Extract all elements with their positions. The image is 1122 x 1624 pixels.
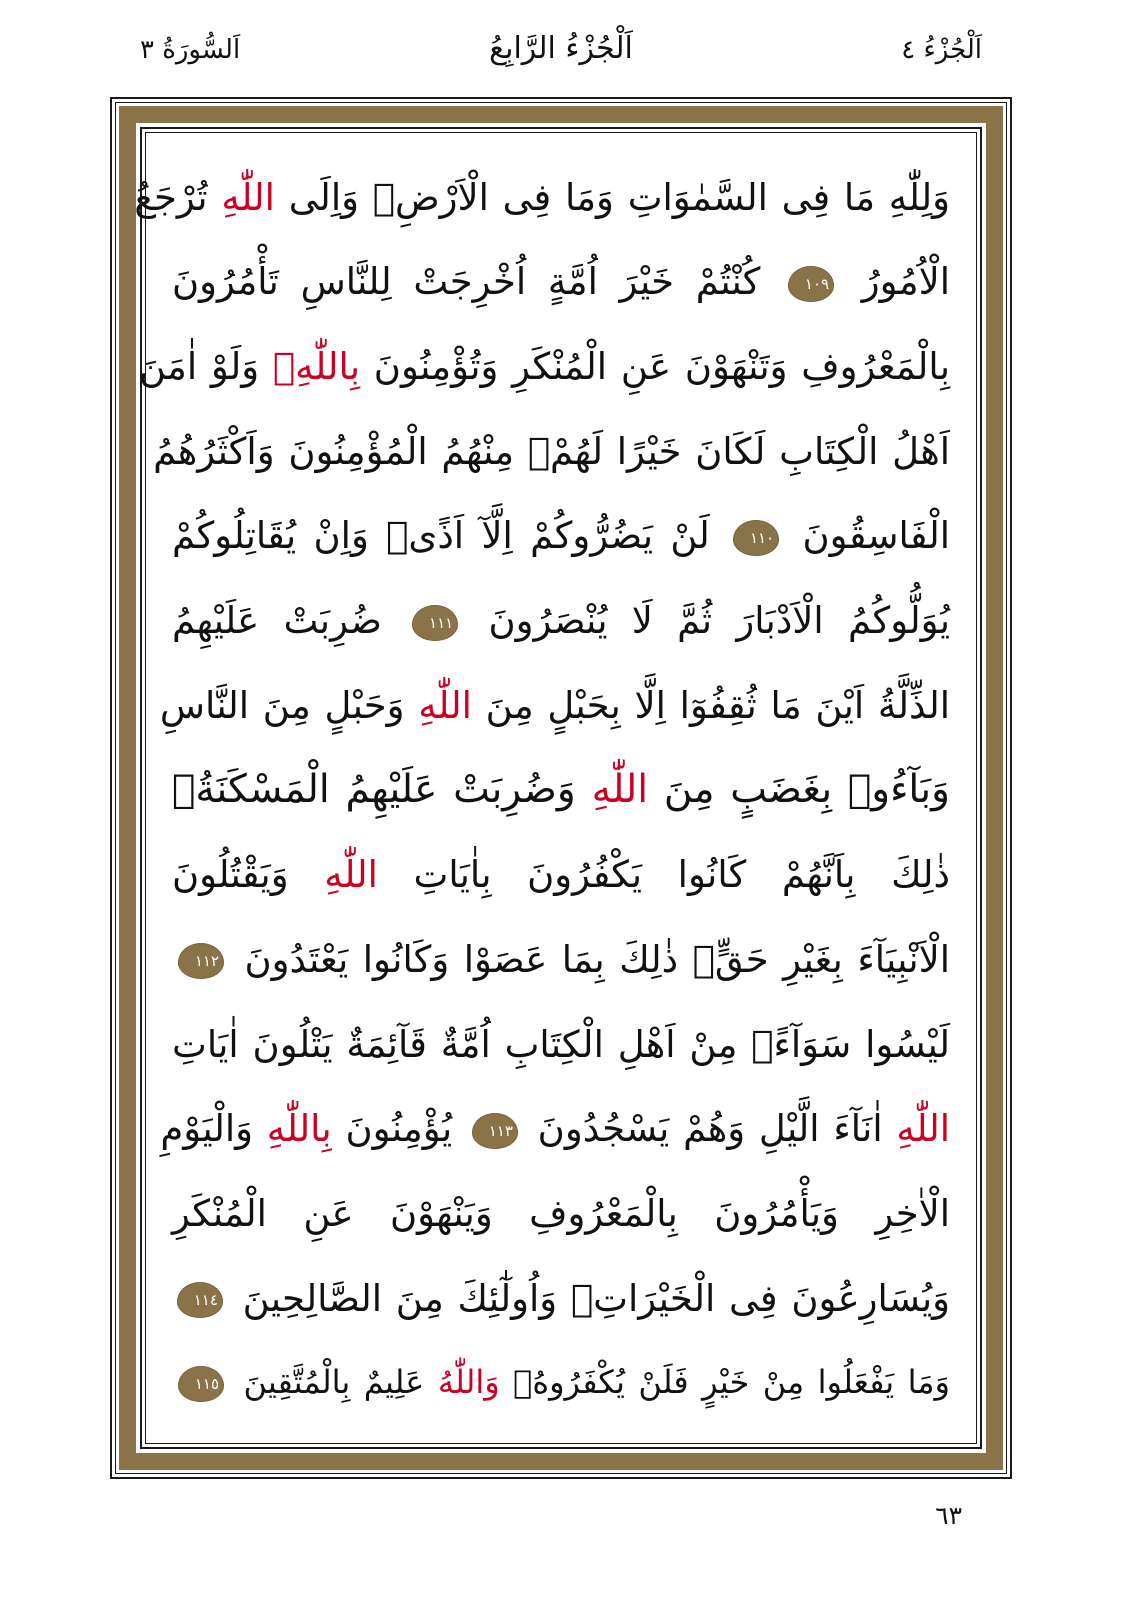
quran-line-9-text: ذٰلِكَ بِاَنَّهُمْ كَانُوا يَكْفُرُونَ بِاٰيَاتِ اللّٰهِ وَيَقْتُلُونَ xyxy=(172,853,951,897)
quran-line-15 xyxy=(172,1343,950,1425)
quran-line-13-text: الْاٰخِرِ وَيَأْمُرُونَ بِالْمَعْرُوفِ وَيَنْهَوْنَ عَنِ الْمُنْكَرِ xyxy=(172,1192,950,1236)
quran-line-9 xyxy=(172,835,950,917)
quran-line-2-text: الْاُمُورُ ١٠٩ كُنْتُمْ خَيْرَ اُمَّةٍ اُخْرِجَتْ لِلنَّاسِ تَأْمُرُونَ xyxy=(172,260,950,304)
quran-line-12 xyxy=(160,1089,950,1171)
quran-line-2 xyxy=(172,242,950,324)
lafz-al-jalalah: اللّٰهِ xyxy=(324,853,378,897)
lafz-al-jalalah: وَاللّٰهُ xyxy=(437,1362,500,1401)
quran-line-4 xyxy=(153,411,950,493)
ayah-number-marker: ١١٤ xyxy=(177,1282,223,1318)
lafz-al-jalalah: اللّٰهِ xyxy=(221,175,275,219)
quran-line-8 xyxy=(172,750,950,832)
quran-line-12-text: اللّٰهِ اٰنَآءَ الَّيْلِ وَهُمْ يَسْجُدُونَ ١١٣ يُؤْمِنُونَ بِاللّٰهِ وَالْيَوْمِ xyxy=(160,1107,950,1151)
page-number: ٦٣ xyxy=(935,1501,962,1530)
ayah-number-marker: ١١٠ xyxy=(733,520,779,556)
ayah-number-marker: ١١٥ xyxy=(178,1366,224,1402)
quran-line-1-text: وَلِلّٰهِ مَا فِى السَّمٰوَاتِ وَمَا فِى الْاَرْضِۗ وَاِلَى اللّٰهِ تُرْجَعُ xyxy=(134,175,950,219)
quran-line-7-text: الذِّلَّةُ اَيْنَ مَا ثُقِفُوٓا اِلَّا بِحَبْلٍ مِنَ اللّٰهِ وَحَبْلٍ مِنَ النَّاسِ xyxy=(159,683,950,727)
quran-line-5-text: الْفَاسِقُونَ ١١٠ لَنْ يَضُرُّوكُمْ اِلَّآ اَذًىۗ وَاِنْ يُقَاتِلُوكُمْ xyxy=(172,514,950,558)
quran-line-14-text: وَيُسَارِعُونَ فِى الْخَيْرَاتِۗ وَاُولٰٓئِكَ مِنَ الصَّالِحِينَ ١١٤ xyxy=(172,1280,950,1319)
mushaf-text-block xyxy=(134,133,976,1443)
quran-line-10-text: الْاَنْبِيَآءَ بِغَيْرِ حَقٍّۗ ذٰلِكَ بِمَا عَصَوْا وَكَانُوا يَعْتَدُونَ ١١٢ xyxy=(172,941,950,980)
quran-line-3-text: بِالْمَعْرُوفِ وَتَنْهَوْنَ عَنِ الْمُنْكَرِ وَتُؤْمِنُونَ بِاللّٰهِۗ وَلَوْ اٰمَنَ xyxy=(138,344,950,388)
lafz-al-jalalah: اللّٰهِ xyxy=(591,767,649,813)
quran-line-10 xyxy=(172,919,950,1001)
ayah-number-marker: ١١١ xyxy=(412,605,458,641)
lafz-al-jalalah: بِاللّٰهِ xyxy=(272,344,361,388)
quran-line-8-text: وَبَآءُوۡ بِغَضَبٍ مِنَ اللّٰهِ وَضُرِبَتْ عَلَيْهِمُ الْمَسْكَنَةُۗ xyxy=(172,767,950,813)
surah-label: اَلسُّورَةُ ٣ xyxy=(140,35,241,65)
page-frame-white-gap xyxy=(136,123,986,1453)
quran-line-1 xyxy=(134,157,950,239)
quran-line-6 xyxy=(172,581,950,663)
ayah-number-marker: ١١٢ xyxy=(178,943,224,979)
page-frame-gold-band xyxy=(119,106,1003,1470)
page-footer xyxy=(110,1495,1012,1545)
quran-line-14 xyxy=(172,1258,950,1340)
quran-line-15-text: وَمَا يَفْعَلُوا مِنْ خَيْرٍ فَلَنْ يُكْفَرُوهُۗ وَاللّٰهُ عَلِيمٌ بِالْمُتَّقِينَ ١١٥ xyxy=(172,1366,950,1402)
ayah-number-marker: ١٠٩ xyxy=(788,266,834,302)
page-frame-rule-1 xyxy=(115,102,1007,1474)
quran-line-4-text: اَهْلُ الْكِتَابِ لَكَانَ خَيْرًا لَهُمْۗ مِنْهُمُ الْمُؤْمِنُونَ وَاَكْثَرُهُمُ xyxy=(153,429,950,473)
lafz-al-jalalah: اللّٰهِ xyxy=(418,683,472,727)
page-frame-inner-rule-2 xyxy=(134,132,977,1444)
quran-line-11-text: لَيْسُوا سَوَآءًۗ مِنْ اَهْلِ الْكِتَابِ اُمَّةٌ قَآئِمَةٌ يَتْلُونَ اٰيَاتِ xyxy=(172,1022,950,1066)
lafz-al-jalalah: بِاللّٰهِ xyxy=(266,1107,332,1151)
juz-number-label: اَلْجُزْءُ ٤ xyxy=(901,35,982,65)
quran-line-11 xyxy=(172,1004,950,1086)
quran-line-3 xyxy=(138,326,950,408)
ayah-number-marker: ١١٣ xyxy=(472,1113,518,1149)
page-frame-inner-rule xyxy=(134,127,982,1449)
page-frame-outer xyxy=(110,97,1012,1479)
quran-line-6-text: يُوَلُّوكُمُ الْاَدْبَارَ ثُمَّ لَا يُنْصَرُونَ ١١١ ضُرِبَتْ عَلَيْهِمُ xyxy=(172,599,951,643)
page-header xyxy=(140,31,982,92)
quran-line-7 xyxy=(159,665,950,747)
juz-title: اَلْجُزْءُ الرَّابِعُ xyxy=(489,31,633,66)
quran-line-13 xyxy=(172,1173,950,1255)
lafz-al-jalalah: اللّٰهِ xyxy=(896,1107,950,1151)
quran-line-5 xyxy=(172,496,950,578)
